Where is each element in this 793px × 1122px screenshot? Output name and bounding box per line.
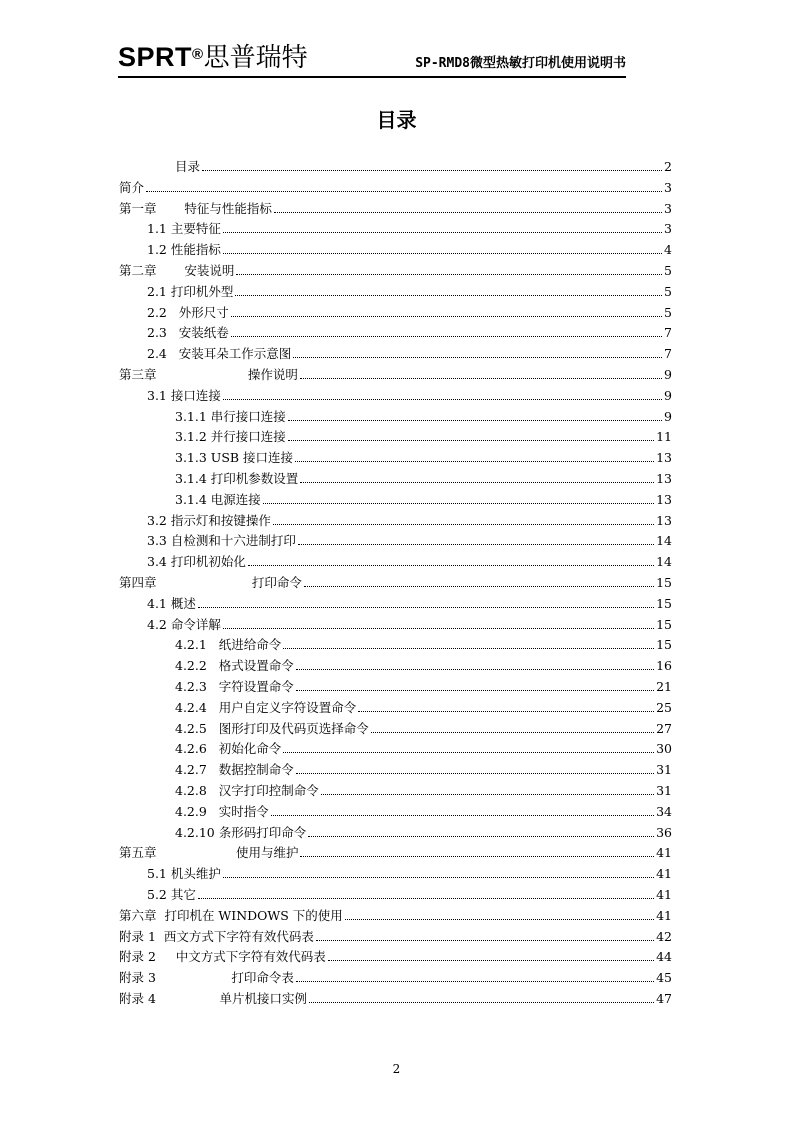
- toc-entry[interactable]: [119, 301, 672, 321]
- toc-leader-dots: [273, 523, 654, 525]
- registered-mark: ®: [192, 46, 204, 63]
- toc-entry-label: 3.1.4 电源连接: [175, 491, 261, 507]
- toc-leader-dots: [300, 377, 662, 379]
- toc-entry-label: 3.1.4 打印机参数设置: [175, 471, 299, 486]
- toc-entry-label: 3.3 自检测和十六进制打印: [147, 533, 296, 549]
- toc-entry-page: 44: [656, 949, 672, 965]
- toc-leader-dots: [296, 668, 654, 670]
- toc-entry-page: 31: [656, 762, 672, 778]
- toc-leader-dots: [309, 1001, 654, 1003]
- toc-entry-page: 25: [656, 699, 672, 715]
- toc-leader-dots: [295, 460, 654, 462]
- toc-entry[interactable]: [119, 717, 672, 737]
- toc-leader-dots: [321, 793, 654, 795]
- toc-entry-label: 第二章 安装说明: [119, 263, 235, 278]
- toc-entry-page: 42: [656, 928, 672, 944]
- toc-leader-dots: [288, 439, 654, 441]
- toc-entry-label: 1.1 主要特征: [147, 221, 221, 237]
- toc-entry-label: 简介: [119, 179, 145, 195]
- toc-entry[interactable]: [119, 696, 672, 716]
- toc-entry-page: 36: [656, 824, 672, 840]
- toc-entry[interactable]: [119, 758, 672, 778]
- page-header: [118, 40, 626, 78]
- toc-entry[interactable]: [119, 384, 672, 404]
- toc-entry[interactable]: [119, 737, 672, 757]
- toc-entry-label: 4.2.8 汉字打印控制命令: [175, 783, 319, 798]
- page-number: 2: [392, 1062, 401, 1076]
- toc-entry-page: 9: [664, 387, 672, 403]
- toc-entry-page: 7: [664, 325, 672, 341]
- toc-entry-page: 13: [656, 471, 672, 486]
- toc-entry-label: 4.2.2 格式设置命令: [175, 658, 294, 674]
- toc-entry[interactable]: [119, 987, 672, 1007]
- toc-leader-dots: [235, 294, 662, 296]
- toc-entry-page: 41: [656, 887, 672, 902]
- toc-entry-label: 4.2.7 数据控制命令: [175, 762, 294, 778]
- toc-entry-page: 21: [656, 679, 672, 694]
- toc-leader-dots: [236, 273, 662, 275]
- toc-leader-dots: [202, 169, 662, 171]
- toc-entry-label: 4.2.5 图形打印及代码页选择命令: [175, 720, 369, 736]
- toc-entry-page: 3: [664, 200, 672, 216]
- toc-entry-page: 13: [656, 491, 672, 507]
- toc-entry-page: 15: [656, 637, 672, 653]
- toc-entry-label: 4.2.1 纸进给命令: [175, 637, 282, 653]
- toc-entry-label: 目录: [175, 159, 201, 174]
- toc-entry-page: 3: [664, 179, 672, 195]
- toc-leader-dots: [300, 481, 654, 483]
- toc-entry[interactable]: [119, 862, 672, 882]
- toc-entry-label: 附录 3 打印命令表: [119, 970, 294, 986]
- toc-entry-label: 4.2.6 初始化命令: [175, 741, 282, 757]
- toc-entry-label: 4.2.3 字符设置命令: [175, 679, 294, 694]
- toc-leader-dots: [274, 211, 662, 213]
- toc-entry-page: 16: [656, 658, 672, 674]
- toc-leader-dots: [345, 918, 654, 920]
- toc-leader-dots: [271, 814, 654, 816]
- toc-entry[interactable]: [119, 675, 672, 695]
- toc-entry-page: 15: [656, 616, 672, 632]
- toc-entry-label: 4.2.9 实时指令: [175, 803, 269, 819]
- toc-entry-page: 31: [656, 783, 672, 798]
- toc-entry-page: 13: [656, 450, 672, 466]
- toc-entry-page: 41: [656, 907, 672, 923]
- toc-entry[interactable]: [119, 176, 672, 196]
- toc-entry[interactable]: [119, 509, 672, 529]
- toc-entry-page: 13: [656, 512, 672, 528]
- toc-entry[interactable]: [119, 197, 672, 217]
- toc-entry-page: 4: [664, 242, 672, 258]
- toc-leader-dots: [223, 252, 662, 254]
- toc-entry-label: 第四章 打印命令: [119, 575, 302, 590]
- toc-entry[interactable]: [119, 259, 672, 279]
- toc-leader-dots: [198, 606, 654, 608]
- toc-entry[interactable]: [119, 613, 672, 633]
- toc-entry-label: 3.2 指示灯和按键操作: [147, 512, 271, 528]
- toc-entry-label: 2.4 安装耳朵工作示意图: [147, 346, 292, 362]
- toc-entry[interactable]: [119, 945, 672, 965]
- toc-leader-dots: [308, 835, 654, 837]
- toc-leader-dots: [296, 772, 654, 774]
- toc-entry-label: 4.2.10 条形码打印命令: [175, 824, 307, 840]
- toc-entry-page: 15: [656, 575, 672, 590]
- toc-entry[interactable]: [119, 217, 672, 237]
- toc-leader-dots: [263, 502, 654, 504]
- toc-entry-page: 11: [656, 429, 672, 445]
- toc-entry-page: 14: [656, 554, 672, 570]
- toc-leader-dots: [371, 731, 654, 733]
- toc-entry-page: 2: [664, 159, 672, 174]
- toc-entry-page: 5: [664, 263, 672, 278]
- toc-leader-dots: [146, 190, 662, 192]
- toc-leader-dots: [358, 710, 654, 712]
- toc-entry-label: 3.4 打印机初始化: [147, 554, 246, 570]
- toc-leader-dots: [223, 876, 654, 878]
- toc-entry[interactable]: [119, 592, 672, 612]
- toc-entry-page: 41: [656, 866, 672, 882]
- toc-entry-label: 2.2 外形尺寸: [147, 304, 229, 320]
- toc-entry-label: 附录 1 西文方式下字符有效代码表: [119, 928, 314, 944]
- toc-entry-label: 2.3 安装纸卷: [147, 325, 229, 341]
- toc-entry[interactable]: [119, 654, 672, 674]
- brand-logo: [118, 42, 308, 73]
- toc-entry-label: 第三章 操作说明: [119, 367, 298, 382]
- document-title: SP-RMD8微型热敏打印机使用说明书: [415, 56, 626, 71]
- toc-entry-label: 3.1 接口连接: [147, 387, 221, 403]
- toc-entry[interactable]: [119, 280, 672, 300]
- toc-entry-page: 9: [664, 408, 672, 424]
- toc-entry[interactable]: [119, 405, 672, 425]
- toc-entry-label: 第五章 使用与维护: [119, 845, 299, 861]
- toc-entry[interactable]: [119, 841, 672, 861]
- toc-entry-label: 1.2 性能指标: [147, 242, 221, 258]
- toc-entry-page: 27: [656, 720, 672, 736]
- toc-entry-page: 5: [664, 304, 672, 320]
- toc-entry-label: 3.1.1 串行接口连接: [175, 408, 286, 424]
- toc-entry-page: 3: [664, 221, 672, 237]
- toc-entry[interactable]: [119, 966, 672, 986]
- toc-leader-dots: [296, 689, 654, 691]
- toc-entry-page: 9: [664, 367, 672, 382]
- toc-leader-dots: [296, 980, 654, 982]
- toc-leader-dots: [231, 315, 662, 317]
- toc-leader-dots: [328, 959, 654, 961]
- toc-leader-dots: [283, 751, 654, 753]
- toc-entry[interactable]: [119, 342, 672, 362]
- toc-entry[interactable]: [119, 321, 672, 341]
- toc-leader-dots: [223, 627, 654, 629]
- toc-entry-page: 15: [656, 595, 672, 611]
- toc-entry-label: 5.1 机头维护: [147, 866, 221, 882]
- toc-entry[interactable]: [119, 446, 672, 466]
- toc-leader-dots: [223, 231, 662, 233]
- toc-leader-dots: [288, 419, 662, 421]
- toc-entry[interactable]: [119, 529, 672, 549]
- toc-entry[interactable]: [119, 904, 672, 924]
- toc-leader-dots: [198, 897, 654, 899]
- toc-entry[interactable]: [119, 488, 672, 508]
- toc-entry[interactable]: [119, 425, 672, 445]
- toc-entry[interactable]: [119, 467, 672, 487]
- toc-entry[interactable]: [119, 821, 672, 841]
- toc-entry-page: 34: [656, 803, 672, 819]
- toc-leader-dots: [293, 356, 662, 358]
- toc-leader-dots: [223, 398, 662, 400]
- toc-entry-label: 2.1 打印机外型: [147, 283, 234, 299]
- toc-entry-label: 附录 4 单片机接口实例: [119, 991, 308, 1006]
- toc-entry[interactable]: [119, 571, 672, 591]
- toc-entry[interactable]: [119, 925, 672, 945]
- toc-entry[interactable]: [119, 238, 672, 258]
- toc-leader-dots: [316, 939, 654, 941]
- toc-entry-label: 4.1 概述: [147, 595, 196, 611]
- toc-entry-page: 30: [656, 741, 672, 757]
- toc-entry-page: 14: [656, 533, 672, 549]
- toc-entry-label: 附录 2 中文方式下字符有效代码表: [119, 949, 326, 965]
- toc-entry[interactable]: [119, 155, 672, 175]
- toc-entry[interactable]: [119, 883, 672, 903]
- toc-entry[interactable]: [119, 363, 672, 383]
- toc-entry-label: 4.2.4 用户自定义字符设置命令: [175, 699, 357, 715]
- toc-leader-dots: [231, 335, 662, 337]
- toc-entry-label: 3.1.3 USB 接口连接: [175, 450, 294, 466]
- toc-entry[interactable]: [119, 633, 672, 653]
- page-title: 目录: [376, 108, 417, 132]
- toc-entry-label: 5.2 其它: [147, 887, 196, 902]
- toc-leader-dots: [304, 585, 654, 587]
- toc-entry-page: 45: [656, 970, 672, 986]
- toc-leader-dots: [300, 855, 654, 857]
- toc-entry-label: 3.1.2 并行接口连接: [175, 429, 286, 445]
- toc-entry-label: 第六章 打印机在 WINDOWS 下的使用: [119, 907, 343, 923]
- toc-entry-label: 4.2 命令详解: [147, 616, 221, 632]
- toc-entry[interactable]: [119, 550, 672, 570]
- brand-name: SPRT: [118, 42, 193, 72]
- toc-entry-page: 5: [664, 283, 672, 299]
- toc-entry-label: 第一章 特征与性能指标: [119, 200, 272, 216]
- brand-chinese-name: 思普瑞特: [203, 43, 308, 73]
- toc-entry-page: 41: [656, 845, 672, 861]
- toc-leader-dots: [298, 543, 654, 545]
- toc-leader-dots: [283, 647, 654, 649]
- toc-entry-page: 7: [664, 346, 672, 362]
- toc-entry[interactable]: [119, 800, 672, 820]
- toc-entry[interactable]: [119, 779, 672, 799]
- toc-leader-dots: [248, 564, 654, 566]
- toc-entry-page: 47: [656, 991, 672, 1006]
